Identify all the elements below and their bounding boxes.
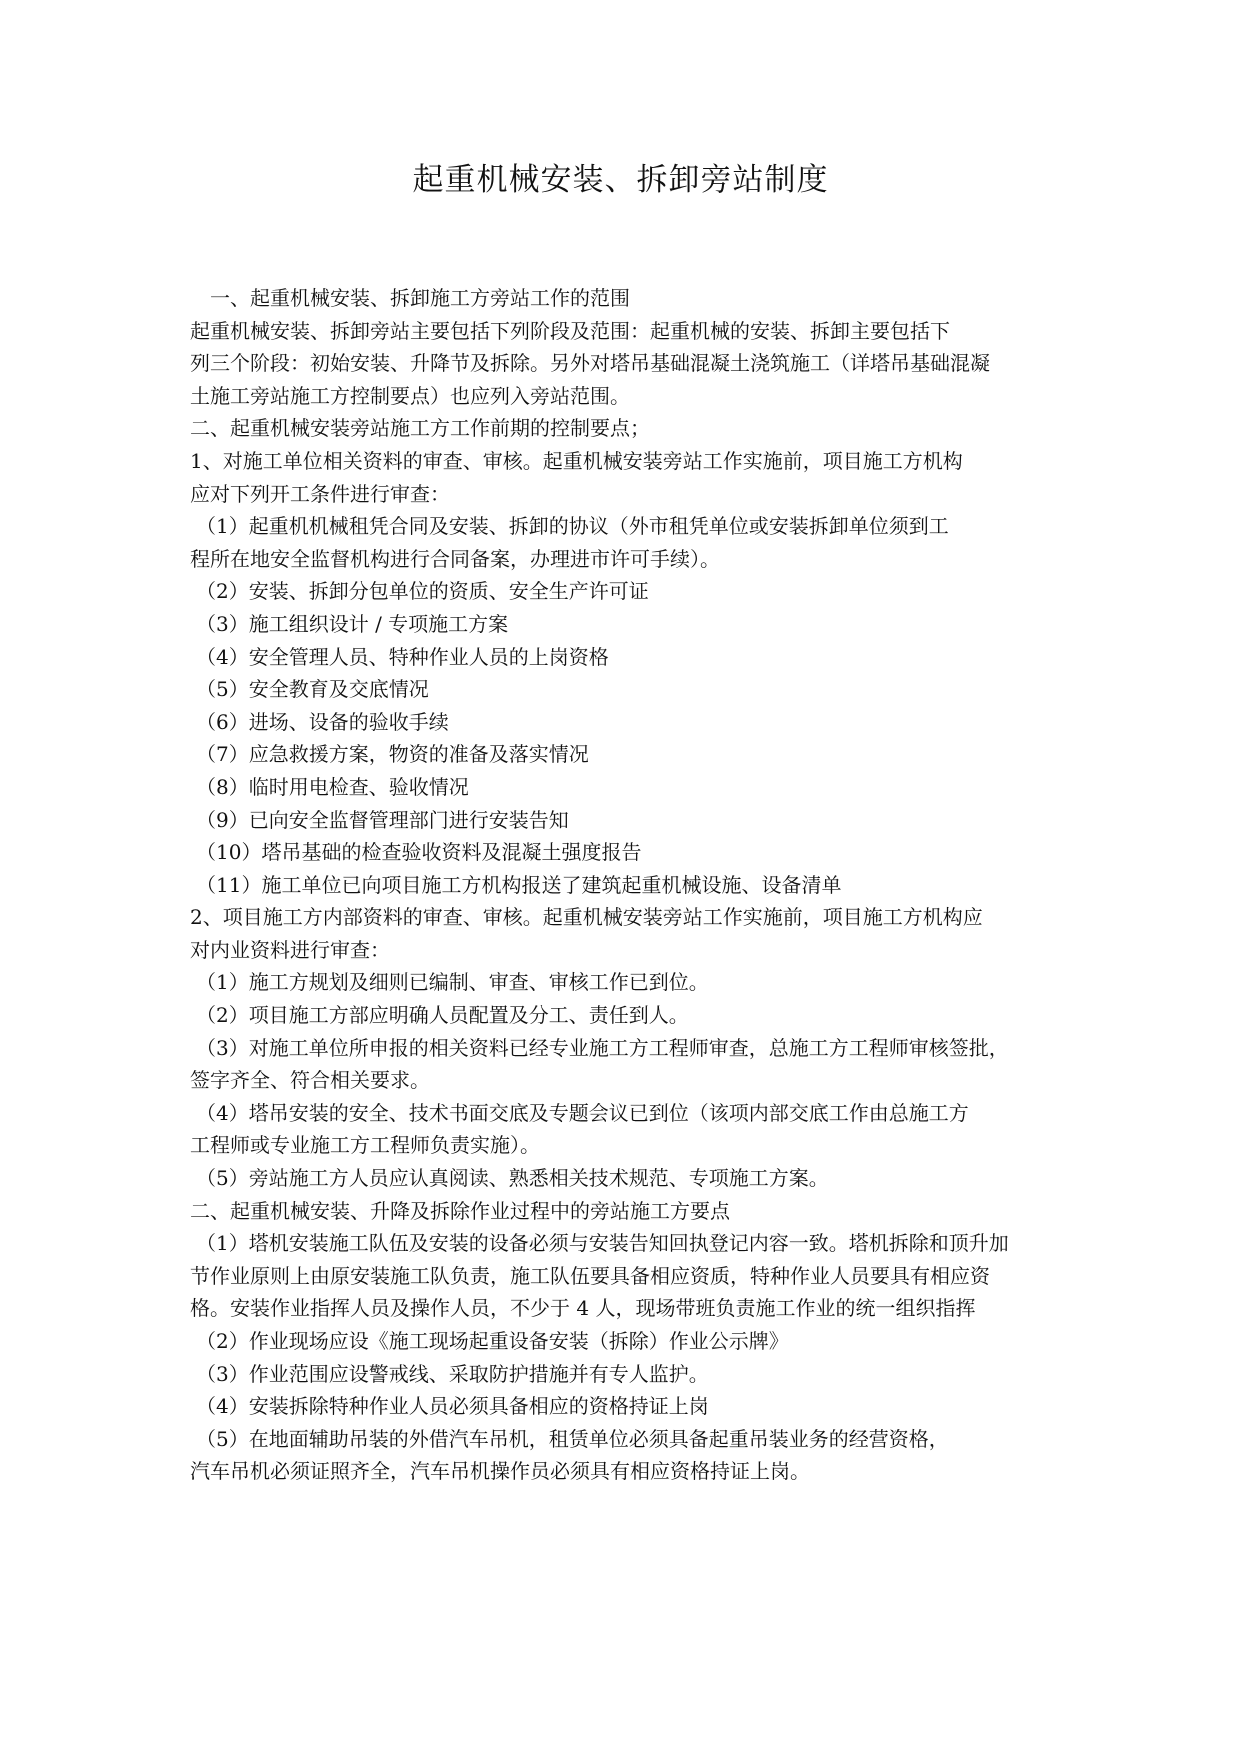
list-item: （3）施工组织设计 / 专项施工方案 <box>196 611 509 636</box>
list-item: （4）安全管理人员、特种作业人员的上岗资格 <box>196 644 609 669</box>
list-item: （2）项目施工方部应明确人员配置及分工、责任到人。 <box>196 1003 689 1028</box>
list-item: （3）作业范围应设警戒线、采取防护措施并有专人监护。 <box>196 1361 709 1386</box>
paragraph-line: 2、项目施工方内部资料的审查、审核。起重机械安装旁站工作实施前，项目施工方机构应 <box>190 905 983 930</box>
paragraph-line: 程所在地安全监督机构进行合同备案，办理进市许可手续）。 <box>190 546 720 571</box>
list-item: （4）塔吊安装的安全、技术书面交底及专题会议已到位（该项内部交底工作由总施工方 <box>196 1100 969 1125</box>
list-item: （5）在地面辅助吊装的外借汽车吊机，租赁单位必须具备起重吊装业务的经营资格， <box>196 1426 949 1451</box>
list-item: （5）安全教育及交底情况 <box>196 677 429 702</box>
list-item: （4）安装拆除特种作业人员必须具备相应的资格持证上岗 <box>196 1394 709 1419</box>
section-heading: 二、起重机械安装、升降及拆除作业过程中的旁站施工方要点 <box>190 1198 730 1223</box>
list-item: （6）进场、设备的验收手续 <box>196 709 449 734</box>
paragraph-line: 应对下列开工条件进行审查： <box>190 481 450 506</box>
list-item: （7）应急救援方案，物资的准备及落实情况 <box>196 742 589 767</box>
paragraph-line: 节作业原则上由原安装施工队负责，施工队伍要具备相应资质，特种作业人员要具有相应资 <box>190 1263 990 1288</box>
list-item: （2）作业现场应设《施工现场起重设备安装（拆除）作业公示牌》 <box>196 1329 789 1353</box>
list-item: （10）塔吊基础的检查验收资料及混凝土强度报告 <box>196 840 642 865</box>
list-item: （5）旁站施工方人员应认真阅读、熟悉相关技术规范、专项施工方案。 <box>196 1166 829 1191</box>
list-item: （11）施工单位已向项目施工方机构报送了建筑起重机械设施、设备清单 <box>196 872 842 897</box>
list-item: （3）对施工单位所申报的相关资料已经专业施工方工程师审查，总施工方工程师审核签批， <box>196 1035 1009 1060</box>
paragraph-line: 工程师或专业施工方工程师负责实施）。 <box>190 1133 540 1158</box>
list-item: （2）安装、拆卸分包单位的资质、安全生产许可证 <box>196 579 649 604</box>
paragraph-line: 列三个阶段：初始安装、升降节及拆除。另外对塔吊基础混凝土浇筑施工（详塔吊基础混凝 <box>190 351 990 376</box>
list-item: （1）起重机机械租凭合同及安装、拆卸的协议（外市租凭单位或安装拆卸单位须到工 <box>196 514 949 539</box>
paragraph-line: 土施工旁站施工方控制要点）也应列入旁站范围。 <box>190 383 630 408</box>
list-item: （9）已向安全监督管理部门进行安装告知 <box>196 807 569 832</box>
paragraph-line: 汽车吊机必须证照齐全，汽车吊机操作员必须具有相应资格持证上岗。 <box>190 1459 810 1484</box>
list-item: （1）塔机安装施工队伍及安装的设备必须与安装告知回执登记内容一致。塔机拆除和顶升加 <box>196 1231 1009 1256</box>
section-heading: 一、起重机械安装、拆卸施工方旁站工作的范围 <box>210 286 630 310</box>
section-heading: 二、起重机械安装旁站施工方工作前期的控制要点； <box>190 416 650 441</box>
paragraph-line: 格。安装作业指挥人员及操作人员，不少于 4 人，现场带班负责施工作业的统一组织指挥 <box>190 1296 976 1321</box>
document-body <box>190 282 1070 1488</box>
paragraph-line: 对内业资料进行审查： <box>190 937 390 962</box>
list-item: （8）临时用电检查、验收情况 <box>196 774 469 799</box>
list-item: （1）施工方规划及细则已编制、审查、审核工作已到位。 <box>196 970 709 995</box>
paragraph-line: 起重机械安装、拆卸旁站主要包括下列阶段及范围：起重机械的安装、拆卸主要包括下 <box>190 318 950 343</box>
document-title: 起重机械安装、拆卸旁站制度 <box>412 162 829 198</box>
paragraph-line: 签字齐全、符合相关要求。 <box>190 1068 430 1093</box>
paragraph-line: 1、对施工单位相关资料的审查、审核。起重机械安装旁站工作实施前，项目施工方机构 <box>190 448 963 473</box>
